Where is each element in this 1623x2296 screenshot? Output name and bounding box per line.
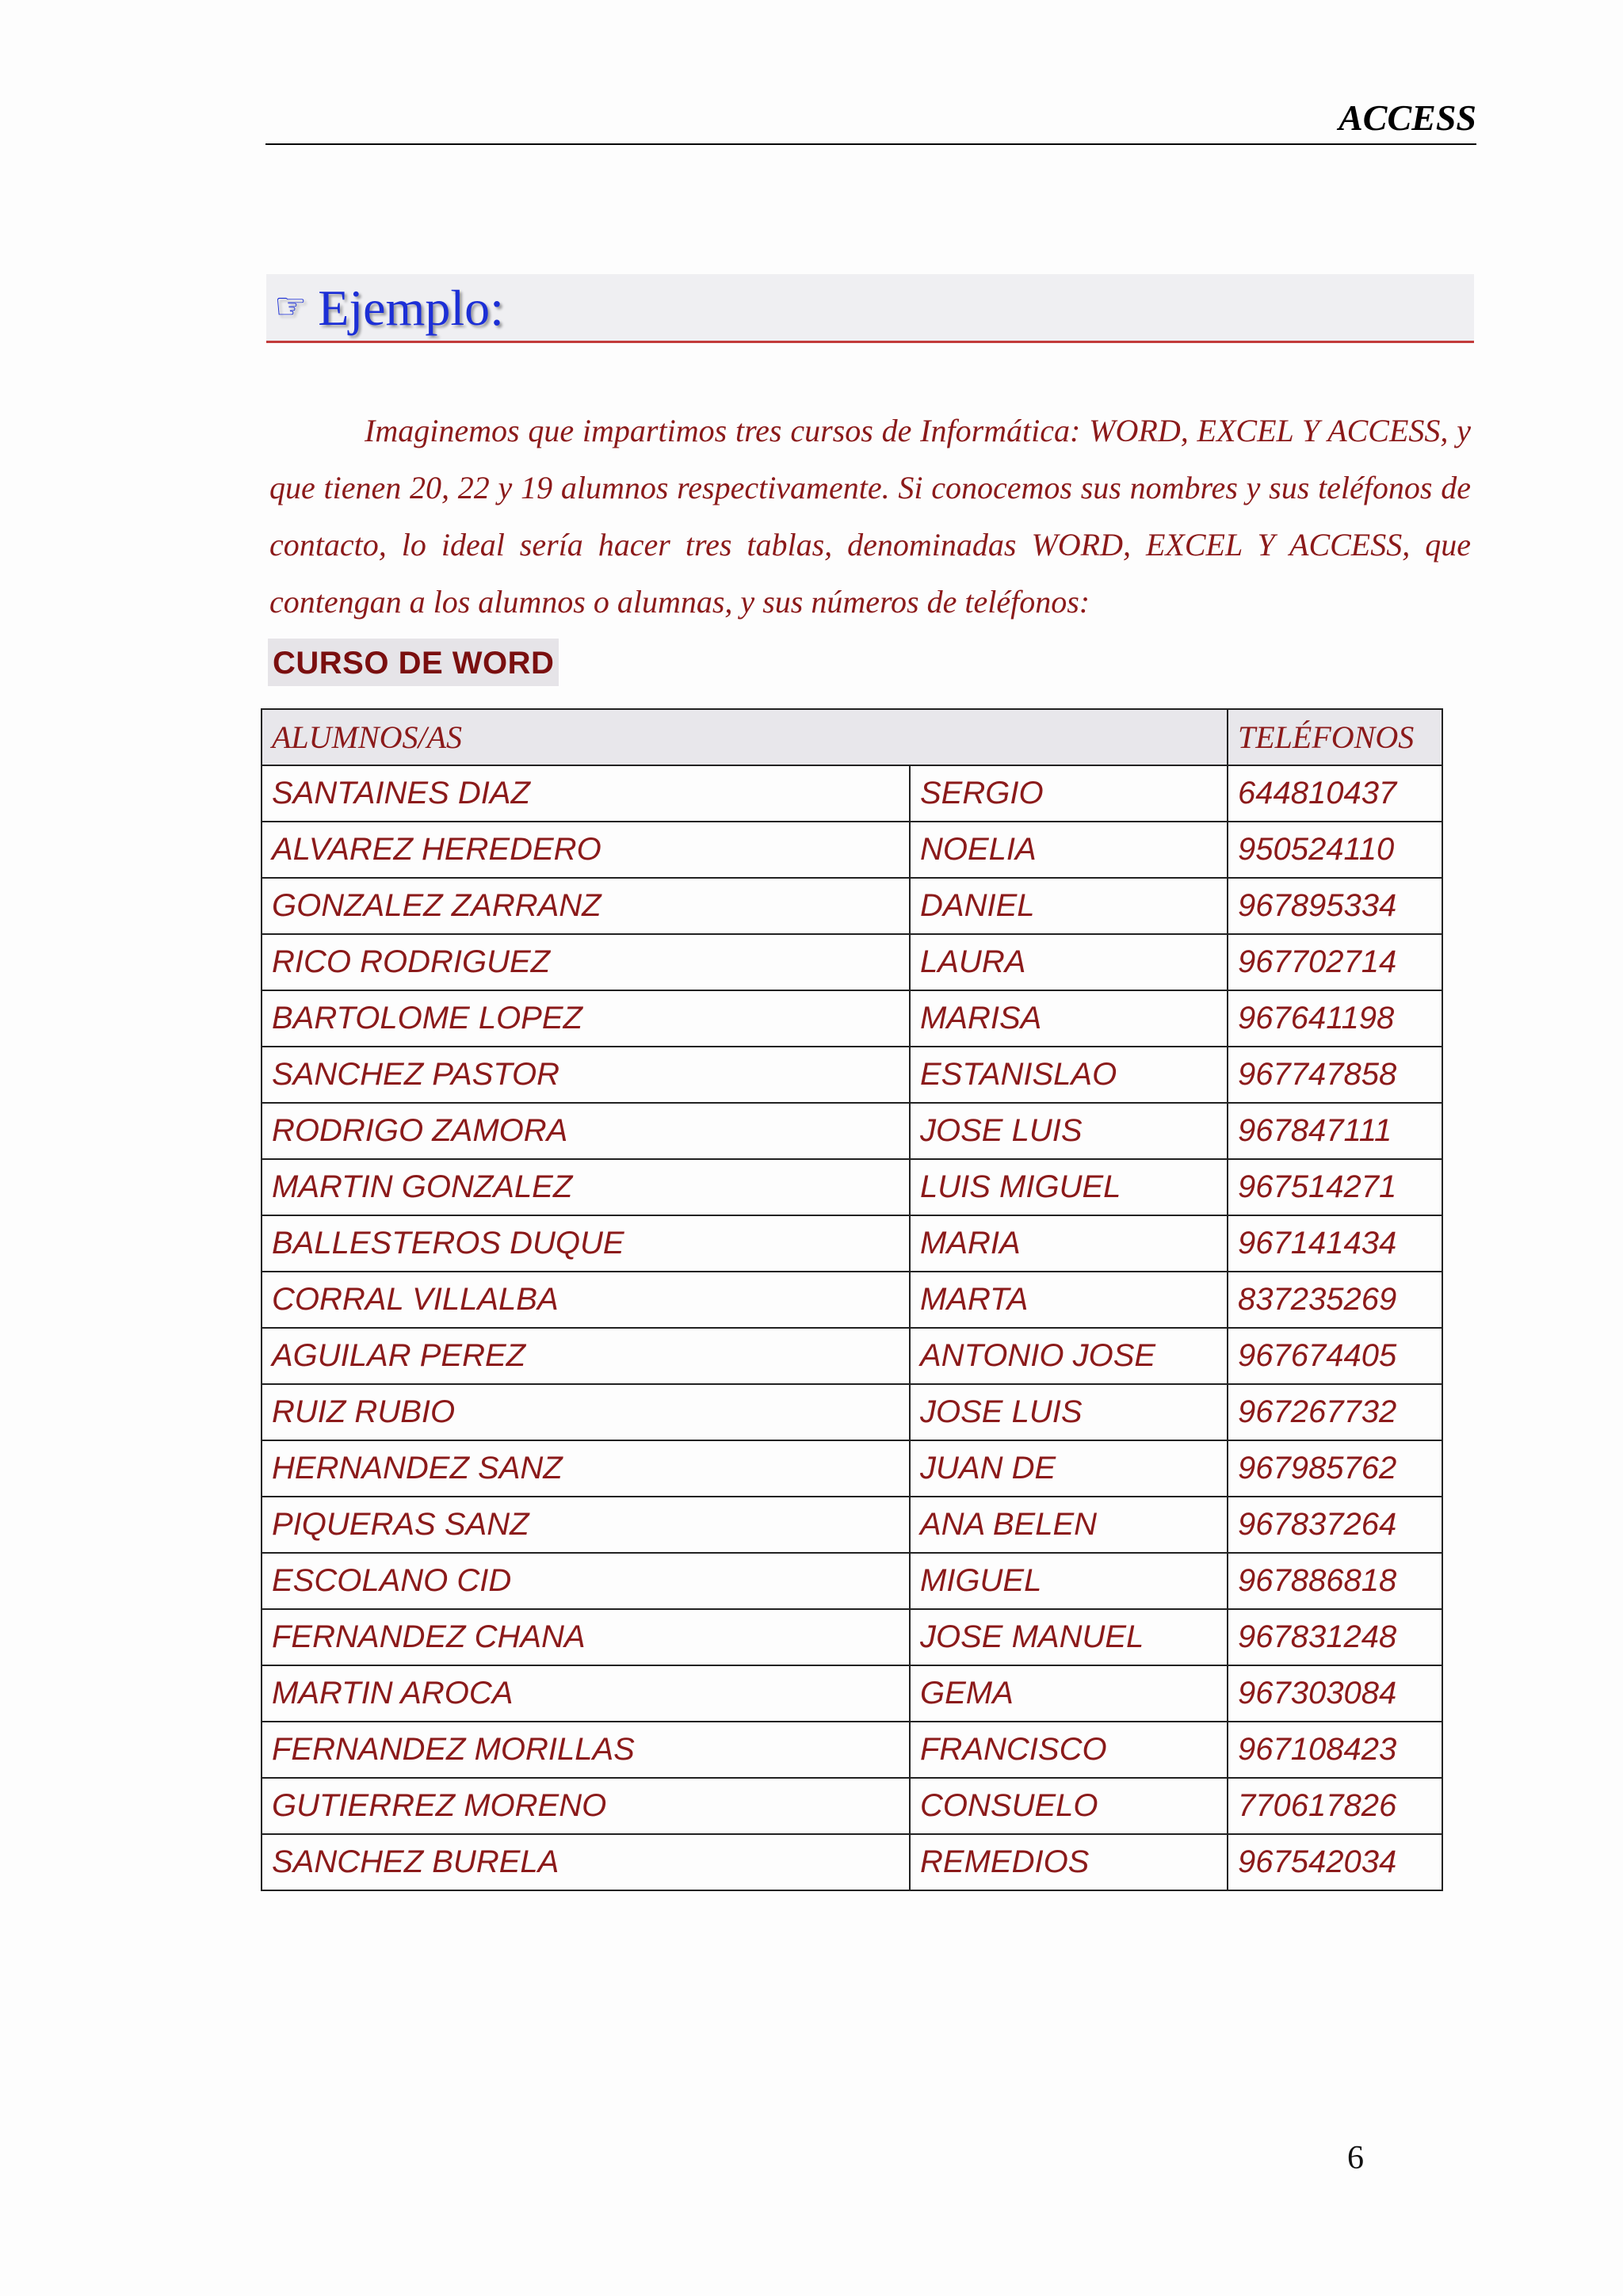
cell-phone: 967702714 <box>1228 934 1442 990</box>
cell-surname: RICO RODRIGUEZ <box>262 934 910 990</box>
course-title: CURSO DE WORD <box>268 639 559 686</box>
cell-name: MARISA <box>910 990 1228 1047</box>
cell-name: MARIA <box>910 1215 1228 1272</box>
table-row <box>262 878 1442 934</box>
intro-paragraph: Imaginemos que impartimos tres cursos de Informática: WORD, EXCEL Y ACCESS, y que tienen 20, 22 y 19 alumnos respectivamente. Si conocemos sus nombres y sus teléfonos de contacto, lo ideal sería hacer tres tablas, denominadas WORD, EXCEL Y ACCESS, que contengan a los alumnos o alumnas, y sus números de teléfonos: <box>269 413 1471 620</box>
cell-phone: 644810437 <box>1228 765 1442 822</box>
page-number: 6 <box>1347 2140 1364 2176</box>
cell-name: ANA BELEN <box>910 1497 1228 1553</box>
cell-surname: FERNANDEZ MORILLAS <box>262 1722 910 1778</box>
table-row <box>262 1665 1442 1722</box>
students-table <box>261 708 1443 1891</box>
cell-phone: 967641198 <box>1228 990 1442 1047</box>
cell-phone: 967831248 <box>1228 1609 1442 1665</box>
table-row <box>262 1834 1442 1890</box>
cell-surname: PIQUERAS SANZ <box>262 1497 910 1553</box>
cell-name: FRANCISCO <box>910 1722 1228 1778</box>
cell-name: JUAN DE <box>910 1440 1228 1497</box>
cell-phone: 950524110 <box>1228 822 1442 878</box>
example-heading <box>274 279 504 338</box>
table-row <box>262 1328 1442 1384</box>
cell-phone: 837235269 <box>1228 1272 1442 1328</box>
table-header-row <box>262 709 1442 765</box>
cell-surname: GONZALEZ ZARRANZ <box>262 878 910 934</box>
table-row <box>262 1609 1442 1665</box>
cell-surname: GUTIERREZ MORENO <box>262 1778 910 1834</box>
cell-name: ANTONIO JOSE <box>910 1328 1228 1384</box>
column-header-students: ALUMNOS/AS <box>262 709 1228 765</box>
cell-name: REMEDIOS <box>910 1834 1228 1890</box>
cell-phone: 967747858 <box>1228 1047 1442 1103</box>
cell-surname: SANCHEZ PASTOR <box>262 1047 910 1103</box>
cell-phone: 967895334 <box>1228 878 1442 934</box>
cell-surname: HERNANDEZ SANZ <box>262 1440 910 1497</box>
table-row <box>262 934 1442 990</box>
cell-name: MARTA <box>910 1272 1228 1328</box>
table-row <box>262 765 1442 822</box>
cell-surname: SANCHEZ BURELA <box>262 1834 910 1890</box>
table-row <box>262 1722 1442 1778</box>
pointing-hand-icon: ☞ <box>274 284 307 327</box>
cell-phone: 967542034 <box>1228 1834 1442 1890</box>
cell-name: LAURA <box>910 934 1228 990</box>
cell-phone: 967886818 <box>1228 1553 1442 1609</box>
cell-phone: 770617826 <box>1228 1778 1442 1834</box>
cell-surname: SANTAINES DIAZ <box>262 765 910 822</box>
cell-phone: 967847111 <box>1228 1103 1442 1159</box>
cell-surname: CORRAL VILLALBA <box>262 1272 910 1328</box>
cell-phone: 967985762 <box>1228 1440 1442 1497</box>
table-row <box>262 1215 1442 1272</box>
cell-surname: BARTOLOME LOPEZ <box>262 990 910 1047</box>
cell-name: CONSUELO <box>910 1778 1228 1834</box>
cell-phone: 967141434 <box>1228 1215 1442 1272</box>
table-row <box>262 1553 1442 1609</box>
table-row <box>262 1047 1442 1103</box>
cell-surname: FERNANDEZ CHANA <box>262 1609 910 1665</box>
cell-surname: RODRIGO ZAMORA <box>262 1103 910 1159</box>
table-row <box>262 1778 1442 1834</box>
cell-surname: MARTIN AROCA <box>262 1665 910 1722</box>
cell-name: JOSE LUIS <box>910 1384 1228 1440</box>
header-divider <box>265 143 1476 145</box>
running-header-title: ACCESS <box>1338 97 1476 138</box>
cell-name: MIGUEL <box>910 1553 1228 1609</box>
cell-name: SERGIO <box>910 765 1228 822</box>
cell-surname: BALLESTEROS DUQUE <box>262 1215 910 1272</box>
example-heading-text: Ejemplo: <box>318 280 504 336</box>
cell-phone: 967514271 <box>1228 1159 1442 1215</box>
cell-name: NOELIA <box>910 822 1228 878</box>
table-row <box>262 822 1442 878</box>
table-row <box>262 1272 1442 1328</box>
table-row <box>262 990 1442 1047</box>
cell-name: DANIEL <box>910 878 1228 934</box>
table-row <box>262 1384 1442 1440</box>
cell-surname: MARTIN GONZALEZ <box>262 1159 910 1215</box>
cell-surname: AGUILAR PEREZ <box>262 1328 910 1384</box>
table-row <box>262 1497 1442 1553</box>
cell-phone: 967303084 <box>1228 1665 1442 1722</box>
cell-name: JOSE LUIS <box>910 1103 1228 1159</box>
table-body <box>262 765 1442 1890</box>
cell-name: GEMA <box>910 1665 1228 1722</box>
table-row <box>262 1103 1442 1159</box>
cell-phone: 967108423 <box>1228 1722 1442 1778</box>
cell-phone: 967674405 <box>1228 1328 1442 1384</box>
cell-phone: 967267732 <box>1228 1384 1442 1440</box>
cell-surname: ALVAREZ HEREDERO <box>262 822 910 878</box>
cell-name: JOSE MANUEL <box>910 1609 1228 1665</box>
table-row <box>262 1159 1442 1215</box>
cell-phone: 967837264 <box>1228 1497 1442 1553</box>
cell-surname: ESCOLANO CID <box>262 1553 910 1609</box>
cell-surname: RUIZ RUBIO <box>262 1384 910 1440</box>
example-banner <box>266 274 1474 343</box>
cell-name: LUIS MIGUEL <box>910 1159 1228 1215</box>
column-header-phones: TELÉFONOS <box>1228 709 1442 765</box>
cell-name: ESTANISLAO <box>910 1047 1228 1103</box>
table-row <box>262 1440 1442 1497</box>
